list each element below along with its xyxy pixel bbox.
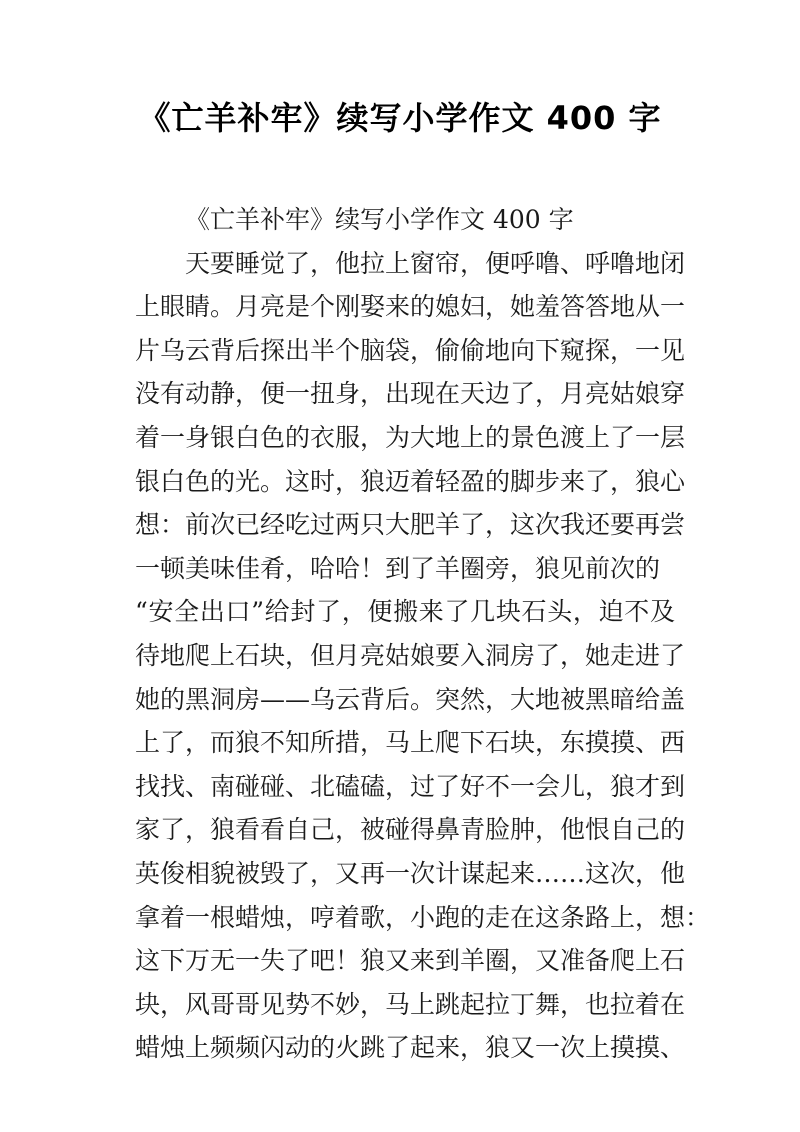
paragraph-line: 家了，狼看看自己，被碰得鼻青脸肿，他恨自己的	[135, 815, 686, 845]
paragraph-line: 片乌云背后探出半个脑袋，偷偷地向下窥探，一见	[135, 335, 686, 365]
paragraph-line: 上眼睛。月亮是个刚娶来的媳妇，她羞答答地从一	[135, 292, 686, 322]
paragraph-line: 块，风哥哥见势不妙，马上跳起拉丁舞，也拉着在	[135, 989, 686, 1019]
essay-subtitle: 《亡羊补牢》续写小学作文 400 字	[185, 205, 574, 234]
paragraph-line: 上了，而狼不知所措，马上爬下石块，东摸摸、西	[135, 728, 686, 758]
paragraph-line: 一顿美味佳肴，哈哈！到了羊圈旁，狼见前次的	[135, 553, 661, 583]
paragraph-line: 没有动静，便一扭身，出现在天边了，月亮姑娘穿	[135, 379, 686, 409]
paragraph-line: 银白色的光。这时，狼迈着轻盈的脚步来了，狼心	[135, 466, 686, 496]
paragraph-line: 着一身银白色的衣服，为大地上的景色渡上了一层	[135, 422, 686, 452]
essay-body	[135, 198, 711, 1070]
paragraph-line: 拿着一根蜡烛，哼着歌，小跑的走在这条路上，想：	[135, 902, 711, 932]
page-title: 《亡羊补牢》续写小学作文 400 字	[138, 99, 662, 137]
paragraph-line: 蜡烛上频频闪动的火跳了起来，狼又一次上摸摸、	[135, 1033, 686, 1063]
paragraph-line: “安全出口”给封了，便搬来了几块石头，迫不及	[135, 597, 675, 627]
paragraph-line: 英俊相貌被毁了，又再一次计谋起来……这次，他	[135, 858, 686, 888]
paragraph-line: 找找、南碰碰、北磕磕，过了好不一会儿，狼才到	[135, 771, 686, 801]
paragraph-line: 想：前次已经吃过两只大肥羊了，这次我还要再尝	[135, 510, 686, 540]
paragraph-line: 她的黑洞房——乌云背后。突然，大地被黑暗给盖	[135, 684, 686, 714]
paragraph-line: 这下万无一失了吧！狼又来到羊圈，又准备爬上石	[135, 946, 686, 976]
paragraph-line: 待地爬上石块，但月亮姑娘要入洞房了，她走进了	[135, 640, 686, 670]
paragraph-line: 天要睡觉了，他拉上窗帘，便呼噜、呼噜地闭	[185, 248, 686, 278]
